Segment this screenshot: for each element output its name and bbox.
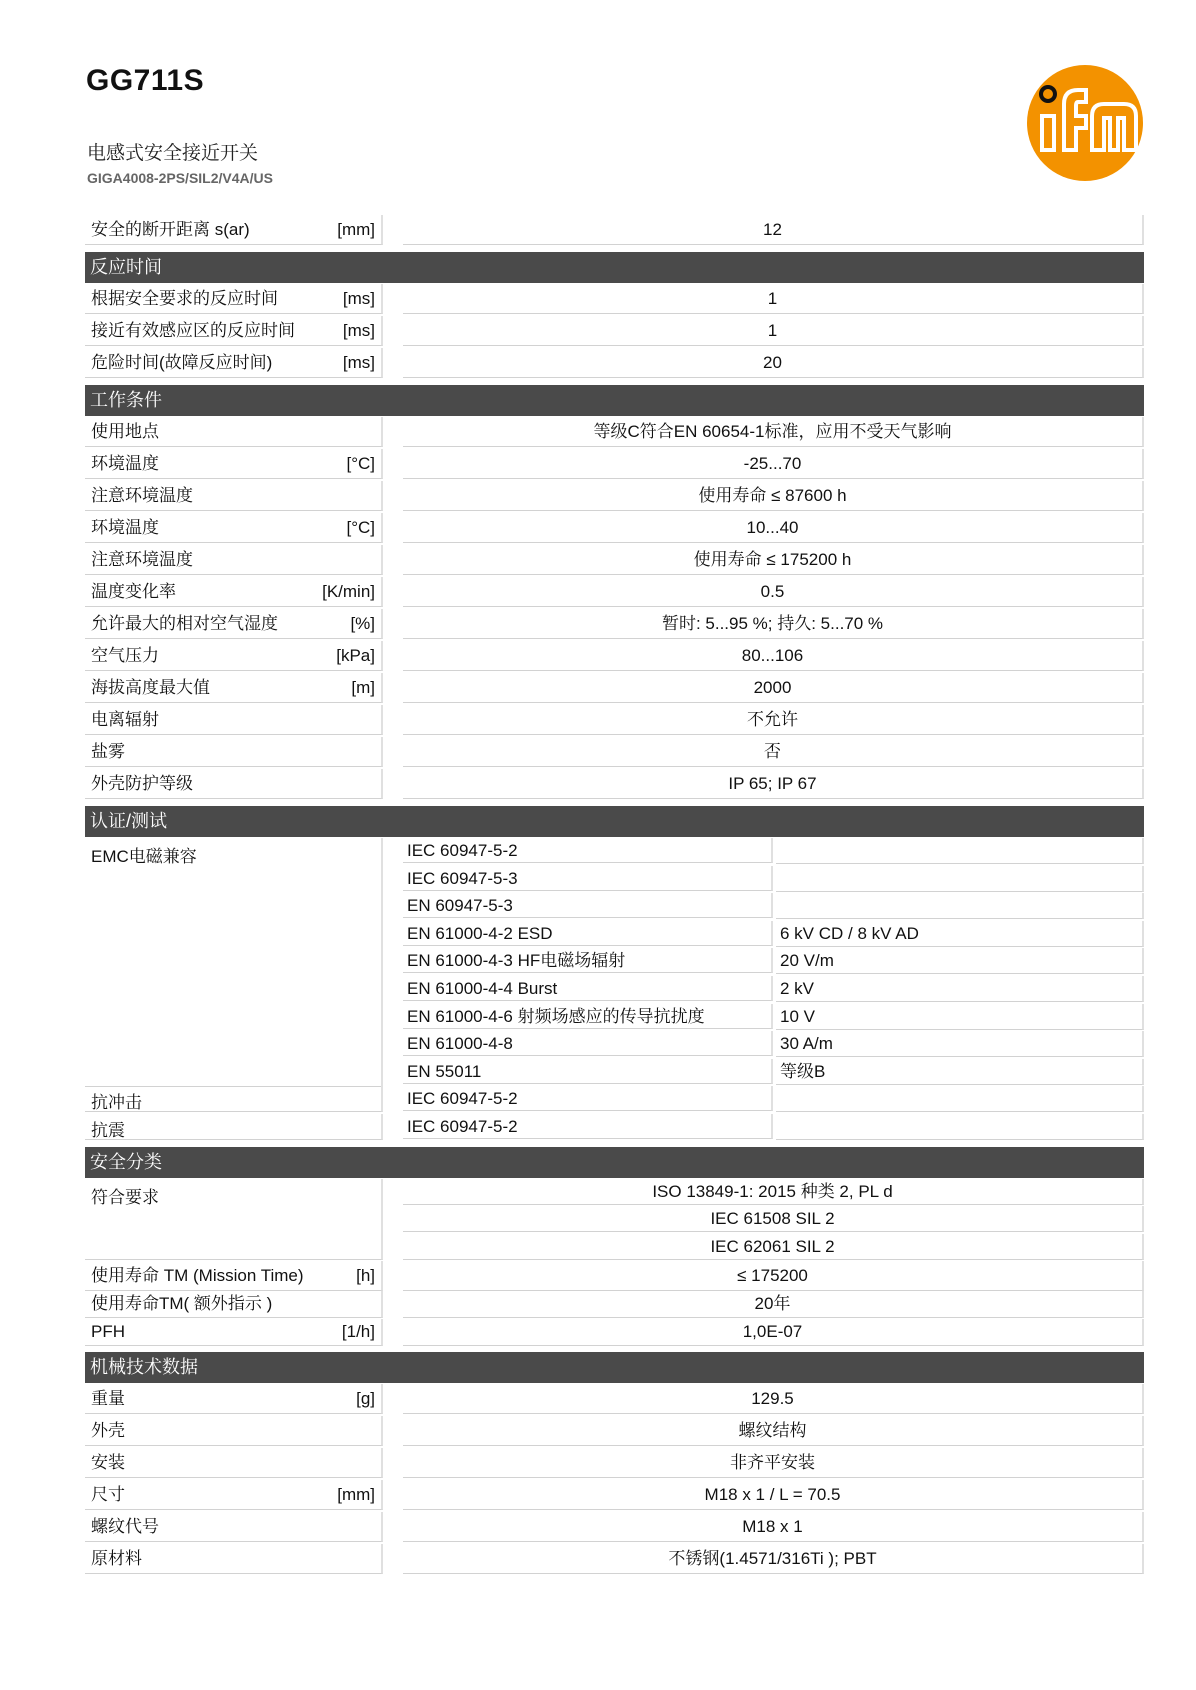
spec-value: 非齐平安装 — [403, 1448, 1144, 1478]
spec-value: 0.5 — [403, 577, 1144, 607]
emc-value — [776, 866, 1144, 892]
shock-group — [85, 1086, 1144, 1114]
spec-row — [85, 513, 1144, 545]
spec-label: 允许最大的相对空气湿度 — [91, 614, 278, 633]
spec-label: 外壳 — [91, 1421, 125, 1441]
shock-standard: IEC 60947-5-2 — [403, 1086, 773, 1111]
ifm-logo — [1026, 64, 1144, 182]
spec-row — [85, 1261, 1144, 1291]
section-header-response: 反应时间 — [85, 252, 1144, 283]
spec-unit: [1/h] — [341, 1322, 375, 1342]
spec-unit: [ms] — [342, 353, 375, 372]
vibration-group — [85, 1114, 1144, 1142]
shock-value — [776, 1086, 1144, 1112]
emc-row — [85, 866, 1144, 894]
spec-row — [85, 705, 1144, 737]
spec-label: 电离辐射 — [91, 710, 159, 729]
spec-label: 重量 — [91, 1389, 125, 1409]
spec-unit: [kPa] — [336, 646, 375, 665]
spec-value: 1,0E-07 — [403, 1319, 1144, 1346]
spec-label: 使用寿命 TM (Mission Time) — [91, 1266, 304, 1286]
spec-label: 使用寿命TM( 额外指示 ) — [91, 1294, 273, 1314]
spec-value: M18 x 1 / L = 70.5 — [403, 1480, 1144, 1510]
spec-value: ≤ 175200 — [403, 1261, 1144, 1291]
shock-label: 抗冲击 — [91, 1093, 142, 1113]
emc-standard: IEC 60947-5-2 — [403, 838, 773, 863]
spec-unit: [mm] — [337, 1485, 375, 1505]
spec-row — [85, 1291, 1144, 1319]
spec-unit: [ms] — [342, 289, 375, 308]
section-response — [85, 284, 1144, 380]
emc-row — [85, 1031, 1144, 1059]
spec-row — [85, 673, 1144, 705]
spec-value: 螺纹结构 — [403, 1416, 1144, 1446]
spec-label: 接近有效感应区的反应时间 — [91, 321, 295, 340]
spec-value: 1 — [403, 316, 1144, 346]
spec-unit: [h] — [356, 1266, 375, 1286]
spec-value: 使用寿命 ≤ 87600 h — [403, 481, 1144, 511]
spec-row — [85, 545, 1144, 577]
spec-label: 尺寸 — [91, 1485, 125, 1505]
spec-row — [85, 1448, 1144, 1480]
spec-row — [85, 481, 1144, 513]
spec-row — [85, 1384, 1144, 1416]
requirement-value: IEC 62061 SIL 2 — [403, 1234, 1144, 1260]
requirements-group — [85, 1179, 1144, 1262]
emc-standard: EN 61000-4-6 射频场感应的传导抗扰度 — [403, 1004, 773, 1029]
emc-row — [85, 1059, 1144, 1087]
emc-value: 30 A/m — [776, 1031, 1144, 1057]
emc-row — [85, 838, 1144, 866]
spec-row — [85, 737, 1144, 769]
section-header-mech: 机械技术数据 — [85, 1352, 1144, 1383]
spec-unit: [m] — [351, 678, 375, 697]
spec-row-safe-distance — [85, 215, 1144, 247]
spec-label: 根据安全要求的反应时间 — [91, 289, 278, 308]
spec-unit: [°C] — [346, 454, 375, 473]
spec-label: 外壳防护等级 — [91, 774, 193, 793]
requirement-value: IEC 61508 SIL 2 — [403, 1206, 1144, 1232]
section-conditions — [85, 417, 1144, 801]
spec-label: 盐雾 — [91, 742, 125, 761]
spec-value: 80...106 — [403, 641, 1144, 671]
spec-unit: [°C] — [346, 518, 375, 537]
vibration-standard: IEC 60947-5-2 — [403, 1114, 773, 1139]
spec-value: 暂时: 5...95 %; 持久: 5...70 % — [403, 609, 1144, 639]
spec-sheet — [85, 215, 1144, 1576]
spec-label: PFH — [91, 1322, 125, 1342]
emc-value: 6 kV CD / 8 kV AD — [776, 921, 1144, 947]
spec-value: M18 x 1 — [403, 1512, 1144, 1542]
spec-row — [85, 449, 1144, 481]
spec-label: 危险时间(故障反应时间) — [91, 353, 273, 372]
emc-value — [776, 838, 1144, 864]
emc-row — [85, 1004, 1144, 1032]
section-header-safety: 安全分类 — [85, 1147, 1144, 1178]
emc-value: 20 V/m — [776, 948, 1144, 974]
spec-value: 否 — [403, 737, 1144, 767]
spec-label: 温度变化率 — [91, 582, 176, 601]
emc-value: 等级B — [776, 1059, 1144, 1085]
spec-value: 20年 — [403, 1291, 1144, 1318]
emc-standard: EN 61000-4-2 ESD — [403, 921, 773, 946]
spec-row — [85, 609, 1144, 641]
section-mech — [85, 1384, 1144, 1576]
spec-value: 使用寿命 ≤ 175200 h — [403, 545, 1144, 575]
spec-row — [85, 1416, 1144, 1448]
product-code: GIGA4008-2PS/SIL2/V4A/US — [87, 170, 273, 186]
emc-group — [85, 838, 1144, 1086]
emc-row — [85, 948, 1144, 976]
spec-value: 12 — [403, 215, 1144, 245]
spec-row — [85, 1544, 1144, 1576]
spec-unit: [ms] — [342, 321, 375, 340]
spec-value: 1 — [403, 284, 1144, 314]
spec-label: 安全的断开距离 s(ar) — [91, 220, 250, 239]
spec-label: 注意环境温度 — [91, 486, 193, 505]
spec-row — [85, 417, 1144, 449]
emc-standard: EN 55011 — [403, 1059, 773, 1084]
spec-value: 等级C符合EN 60654-1标准，应用不受天气影响 — [403, 417, 1144, 447]
requirements-label: 符合要求 — [91, 1187, 159, 1207]
spec-unit: [%] — [350, 614, 375, 633]
section-header-cert: 认证/测试 — [85, 806, 1144, 837]
emc-value: 2 kV — [776, 976, 1144, 1002]
vibration-label: 抗震 — [91, 1120, 125, 1140]
spec-unit: [g] — [356, 1389, 375, 1409]
spec-row — [85, 284, 1144, 316]
product-title: GG711S — [86, 64, 205, 97]
spec-row — [85, 316, 1144, 348]
emc-standard: EN 61000-4-8 — [403, 1031, 773, 1056]
requirement-value: ISO 13849-1: 2015 种类 2, PL d — [403, 1179, 1144, 1205]
emc-row — [85, 921, 1144, 949]
emc-value — [776, 893, 1144, 919]
spec-value: -25...70 — [403, 449, 1144, 479]
spec-value: 20 — [403, 348, 1144, 378]
emc-standard: IEC 60947-5-3 — [403, 866, 773, 891]
spec-label: 原材料 — [91, 1549, 142, 1569]
spec-value: 不锈钢(1.4571/316Ti ); PBT — [403, 1544, 1144, 1574]
spec-label: 注意环境温度 — [91, 550, 193, 569]
spec-value: 2000 — [403, 673, 1144, 703]
spec-value: 10...40 — [403, 513, 1144, 543]
emc-standard: EN 60947-5-3 — [403, 893, 773, 918]
emc-standard: EN 61000-4-4 Burst — [403, 976, 773, 1001]
section-header-conditions: 工作条件 — [85, 385, 1144, 416]
spec-value: 129.5 — [403, 1384, 1144, 1414]
spec-label: 环境温度 — [91, 518, 159, 537]
spec-label: 螺纹代号 — [91, 1517, 159, 1537]
spec-row — [85, 577, 1144, 609]
spec-label: 空气压力 — [91, 646, 159, 665]
spec-unit: [mm] — [337, 220, 375, 239]
emc-value: 10 V — [776, 1004, 1144, 1030]
spec-label: 环境温度 — [91, 454, 159, 473]
emc-standard: EN 61000-4-3 HF电磁场辐射 — [403, 948, 773, 973]
spec-label: 海拔高度最大值 — [91, 678, 210, 697]
spec-label: 安装 — [91, 1453, 125, 1473]
spec-label: 使用地点 — [91, 422, 159, 441]
spec-unit: [K/min] — [322, 582, 375, 601]
spec-value: 不允许 — [403, 705, 1144, 735]
emc-label: EMC电磁兼容 — [91, 847, 197, 866]
emc-row — [85, 976, 1144, 1004]
emc-row — [85, 893, 1144, 921]
product-subtitle: 电感式安全接近开关 — [87, 143, 259, 164]
spec-row — [85, 641, 1144, 673]
spec-row — [85, 348, 1144, 380]
spec-value: IP 65; IP 67 — [403, 769, 1144, 799]
vibration-value — [776, 1114, 1144, 1140]
spec-row — [85, 1480, 1144, 1512]
spec-row — [85, 1319, 1144, 1347]
spec-row — [85, 1512, 1144, 1544]
spec-row — [85, 769, 1144, 801]
